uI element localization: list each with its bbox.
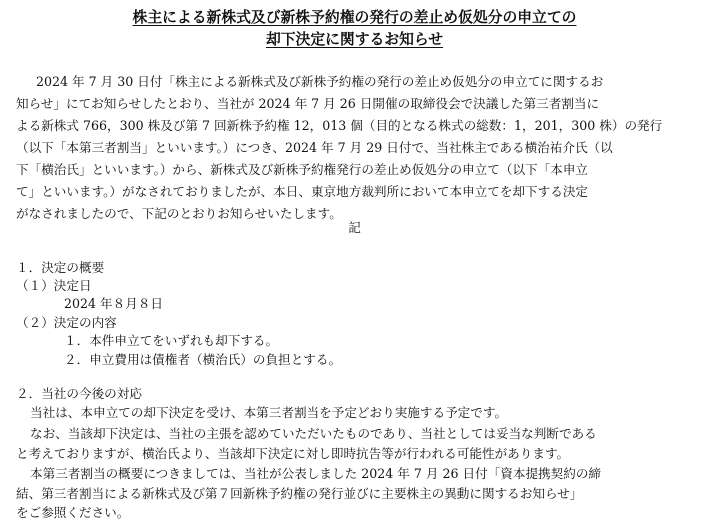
intro-line: て」といいます。）がなされておりましたが、本日、東京地方裁判所において本申立てを却下する決定 <box>16 184 589 199</box>
document-title-line-2: 却下決定に関するお知らせ <box>265 31 444 48</box>
intro-line: がなされましたので、下記のとおりお知らせいたします。 <box>16 206 342 221</box>
decision-item: １．本件申立てをいずれも却下する。 <box>64 333 279 348</box>
intro-line: よる新株式 766，300 株及び第 7 回新株予約権 12，013 個（目的となる株式の総数：1，201，300 株）の発行 <box>16 118 663 133</box>
section2-heading: ２．当社の今後の対応 <box>16 386 142 401</box>
decision-date-heading: （１）決定日 <box>16 278 92 293</box>
intro-line: 知らせ」にてお知らせしたとおり、当社が 2024 年 7 月 26 日開催の取締役会で決議した第三者割当に <box>16 96 600 111</box>
section2-line: をご参照ください。 <box>16 505 130 520</box>
section2-line: 結、第三者割当による新株式及び第７回新株予約権の発行並びに主要株主の異動に関するお知らせ」 <box>16 486 583 501</box>
decision-content-heading: （２）決定の内容 <box>16 315 117 330</box>
section2-line: 当社は、本申立ての却下決定を受け、本第三者割当を予定どおり実施する予定です。 <box>30 405 508 420</box>
section2-line: なお、当該却下決定は、当社の主張を認めていただいたものであり、当社としては妥当な判断である <box>30 426 597 441</box>
intro-line: （以下「本第三者割当」といいます。）につき、2024 年 7 月 29 日付で、当社株主である横治祐介氏（以 <box>16 140 613 155</box>
document-title-line-1: 株主による新株式及び新株予約権の発行の差止め仮処分の申立ての <box>132 9 577 26</box>
section2-line: と考えておりますが、横治氏より、当該却下決定に対し即時抗告等が行われる可能性があります。 <box>16 446 570 461</box>
ki-heading: 記 <box>348 220 361 235</box>
section2-line: 本第三者割当の概要につきましては、当社が公表しました 2024 年 7 月 26 日付「資本提携契約の締 <box>30 466 602 481</box>
decision-item: ２．申立費用は債権者（横治氏）の負担とする。 <box>64 352 342 367</box>
intro-line: 2024 年 7 月 30 日付「株主による新株式及び新株予約権の発行の差止め仮処分の申立てに関するお <box>36 74 604 89</box>
decision-date-value: 2024 年８月８日 <box>64 296 164 311</box>
intro-line: 下「横治氏」といいます。）から、新株式及び新株予約権発行の差止め仮処分の申立て（以下「本申立 <box>16 162 589 177</box>
section1-heading: １．決定の概要 <box>16 260 105 275</box>
